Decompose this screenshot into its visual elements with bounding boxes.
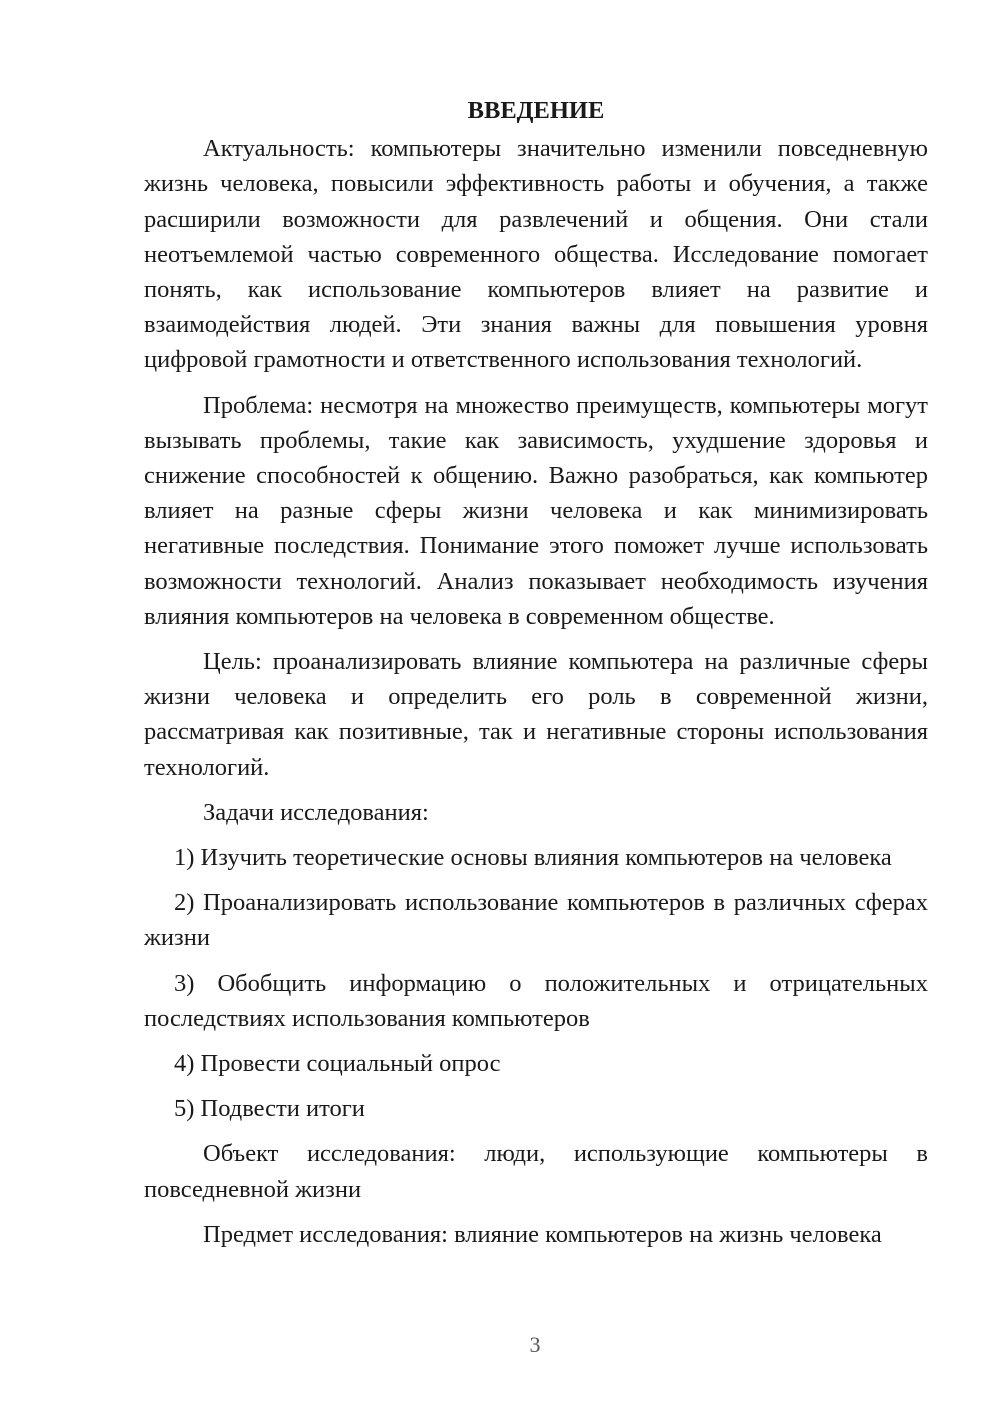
tasks-title: Задачи исследования:: [203, 798, 429, 826]
page-content: [144, 93, 928, 1262]
relevance-paragraph: Актуальность: компьютеры значительно изменили повседневную жизнь человека, повысили эффективность работы и обучения, а также расширили возможности для развлечений и общения. Они стали неотъемлемой частью современного общества. Исследование помогает понять, как использование компьютеров влияет на развитие и взаимодействия людей. Эти знания важны для повышения уровня цифровой грамотности и ответственного использования технологий.: [144, 135, 928, 374]
task-item-4: 4) Провести социальный опрос: [174, 1050, 501, 1078]
page-number: 3: [529, 1332, 541, 1357]
task-item-5: 5) Подвести итоги: [174, 1095, 365, 1123]
task-item-3: 3) Обобщить информацию о положительных и отрицательных последствиях использования компьютеров: [144, 969, 928, 1032]
research-object-paragraph: Объект исследования: люди, использующие компьютеры в повседневной жизни: [144, 1140, 928, 1203]
section-heading: ВВЕДЕНИЕ: [467, 97, 605, 124]
goal-paragraph: Цель: проанализировать влияние компьютера на различные сферы жизни человека и определить его роль в современной жизни, рассматривая как позитивные, так и негативные стороны использования технологий.: [144, 648, 928, 781]
task-item-2: 2) Проанализировать использование компьютеров в различных сферах жизни: [144, 889, 928, 952]
problem-paragraph: Проблема: несмотря на множество преимуществ, компьютеры могут вызывать проблемы, такие как зависимость, ухудшение здоровья и снижение способностей к общению. Важно разобраться, как компьютер влияет на разные сферы жизни человека и как минимизировать негативные последствия. Понимание этого поможет лучше использовать возможности технологий. Анализ показывает необходимость изучения влияния компьютеров на человека в современном обществе.: [144, 391, 928, 630]
research-subject-paragraph: Предмет исследования: влияние компьютеров на жизнь человека: [203, 1220, 882, 1248]
task-item-1: 1) Изучить теоретические основы влияния компьютеров на человека: [174, 844, 892, 872]
